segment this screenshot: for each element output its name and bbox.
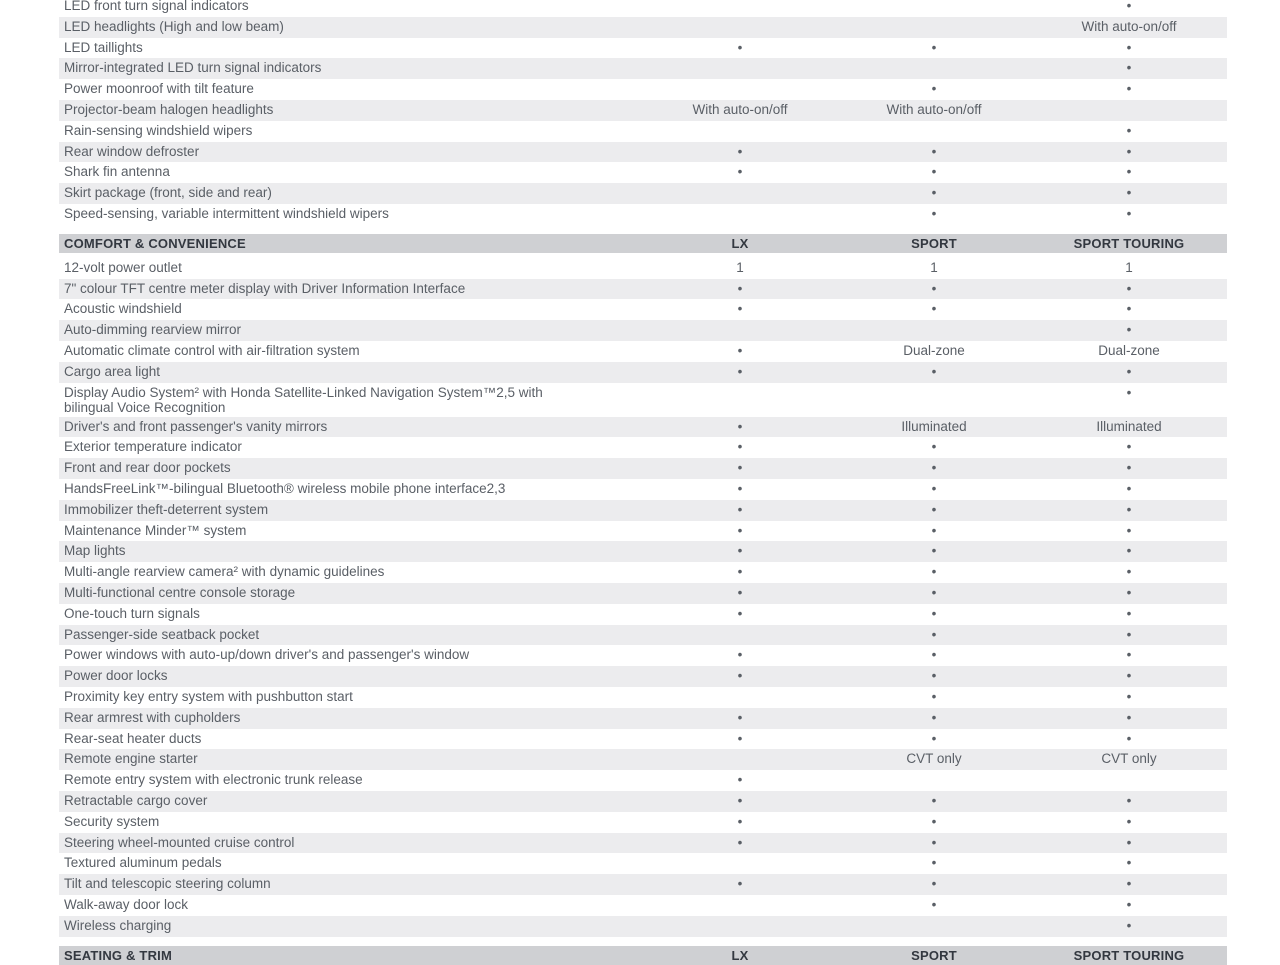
- table-row: [59, 895, 1227, 916]
- table-row: [59, 916, 1227, 937]
- cell-sport: •: [931, 564, 937, 580]
- cell-sport-touring: •: [1126, 585, 1132, 600]
- feature-name: Rear armrest with cupholders: [64, 709, 241, 725]
- table-row: [59, 17, 1227, 38]
- section-title: SEATING & TRIM: [64, 947, 172, 963]
- cell-sport: •: [931, 481, 937, 496]
- cell-sport: [854, 0, 1014, 17]
- cell-lx: [660, 183, 820, 204]
- cell-sport-touring: •: [1126, 626, 1132, 642]
- cell-lx: [660, 79, 820, 100]
- cell-lx: With auto-on/off: [692, 102, 788, 117]
- cell-sport-touring: •: [1126, 917, 1132, 933]
- cell-sport: •: [931, 813, 937, 829]
- feature-name: Proximity key entry system with pushbutton start: [64, 689, 353, 704]
- cell-sport-touring: •: [1126, 301, 1132, 317]
- cell-sport-touring: •: [1126, 793, 1132, 808]
- cell-lx: [660, 383, 820, 419]
- cell-sport-touring: •: [1126, 834, 1132, 850]
- cell-sport-touring: •: [1126, 564, 1132, 580]
- cell-lx: •: [737, 164, 743, 180]
- cell-lx: LX: [731, 947, 749, 963]
- cell-sport-touring: •: [1126, 143, 1132, 159]
- cell-sport: •: [931, 626, 937, 642]
- cell-sport: •: [931, 689, 937, 704]
- table-row: [59, 38, 1227, 59]
- cell-lx: •: [737, 834, 743, 850]
- table-row: [59, 562, 1227, 583]
- cell-sport-touring: •: [1126, 322, 1132, 338]
- cell-lx: •: [737, 481, 743, 496]
- table-row: [59, 458, 1227, 479]
- table-row: [59, 121, 1227, 142]
- cell-sport-touring: •: [1126, 501, 1132, 517]
- table-row: [59, 383, 1227, 417]
- table-row: [59, 604, 1227, 625]
- cell-sport: •: [931, 605, 937, 621]
- cell-sport: •: [931, 585, 937, 600]
- table-row: [59, 625, 1227, 646]
- table-row: [59, 645, 1227, 666]
- cell-lx: [660, 895, 820, 916]
- cell-sport: •: [931, 522, 937, 538]
- cell-sport-touring: •: [1126, 605, 1132, 621]
- cell-sport: •: [931, 439, 937, 455]
- cell-sport-touring: •: [1126, 876, 1132, 892]
- table-row: [59, 541, 1227, 562]
- cell-sport-touring: •: [1126, 122, 1132, 138]
- cell-sport: [854, 17, 1014, 38]
- table-row: [59, 687, 1227, 708]
- cell-lx: [660, 625, 820, 646]
- feature-name: Projector-beam halogen headlights: [64, 102, 274, 117]
- cell-sport: •: [931, 164, 937, 180]
- feature-name: Map lights: [64, 543, 126, 559]
- feature-name: Remote entry system with electronic trunk release: [64, 772, 363, 788]
- feature-name: Retractable cargo cover: [64, 793, 208, 808]
- cell-sport: 1: [930, 259, 938, 275]
- cell-sport: CVT only: [906, 751, 962, 767]
- feature-name: Wireless charging: [64, 917, 172, 933]
- cell-sport: Dual-zone: [903, 343, 965, 358]
- cell-sport: •: [931, 280, 937, 296]
- feature-name: Passenger-side seatback pocket: [64, 626, 260, 642]
- cell-sport: [854, 121, 1014, 142]
- cell-lx: •: [737, 605, 743, 621]
- cell-lx: [660, 916, 820, 937]
- feature-name: Walk-away door lock: [64, 897, 189, 912]
- cell-lx: [660, 204, 820, 225]
- cell-sport-touring: •: [1126, 206, 1132, 221]
- table-row: [59, 320, 1227, 341]
- cell-sport-touring: •: [1126, 668, 1132, 684]
- cell-lx: •: [737, 543, 743, 559]
- cell-sport: •: [931, 876, 937, 892]
- section-header: [59, 234, 1227, 253]
- table-row: [59, 749, 1227, 770]
- cell-sport: •: [931, 301, 937, 317]
- cell-lx: •: [737, 39, 743, 55]
- cell-lx: •: [737, 709, 743, 725]
- cell-sport-touring: CVT only: [1101, 751, 1157, 767]
- cell-sport-touring: •: [1126, 439, 1132, 455]
- table-row: [59, 341, 1227, 362]
- cell-lx: •: [737, 343, 743, 358]
- cell-lx: •: [737, 647, 743, 663]
- cell-lx: •: [737, 143, 743, 159]
- cell-lx: [660, 687, 820, 708]
- cell-sport-touring: [1049, 770, 1209, 791]
- table-row: [59, 142, 1227, 163]
- cell-sport-touring: •: [1126, 689, 1132, 704]
- cell-lx: •: [737, 522, 743, 538]
- cell-sport-touring: Illuminated: [1096, 418, 1162, 434]
- feature-name: Mirror-integrated LED turn signal indicators: [64, 60, 322, 76]
- table-row: [59, 79, 1227, 100]
- table-row: [59, 258, 1227, 279]
- cell-sport-touring: •: [1126, 39, 1132, 55]
- cell-sport: [854, 320, 1014, 341]
- cell-sport-touring: •: [1126, 481, 1132, 496]
- feature-name: Shark fin antenna: [64, 164, 170, 180]
- cell-sport-touring: •: [1126, 813, 1132, 829]
- cell-sport: •: [931, 647, 937, 663]
- cell-sport-touring: SPORT TOURING: [1073, 235, 1185, 251]
- feature-name: Tilt and telescopic steering column: [64, 876, 271, 892]
- table-row: [59, 417, 1227, 438]
- table-row: [59, 100, 1227, 121]
- cell-lx: •: [737, 793, 743, 808]
- feature-name: Front and rear door pockets: [64, 460, 231, 476]
- feature-name: 7" colour TFT centre meter display with Driver Information Interface: [64, 280, 466, 296]
- feature-name: Multi-functional centre console storage: [64, 585, 296, 600]
- cell-sport: •: [931, 709, 937, 725]
- cell-sport: •: [931, 834, 937, 850]
- cell-lx: [660, 320, 820, 341]
- cell-sport-touring: Dual-zone: [1098, 343, 1160, 358]
- cell-sport-touring: •: [1126, 647, 1132, 663]
- section-header: [59, 946, 1227, 965]
- table-row: [59, 204, 1227, 225]
- table-row: [59, 500, 1227, 521]
- cell-lx: [660, 17, 820, 38]
- cell-sport: [854, 916, 1014, 937]
- table-row: [59, 299, 1227, 320]
- cell-sport-touring: With auto-on/off: [1081, 18, 1177, 34]
- section-title: COMFORT & CONVENIENCE: [64, 235, 246, 251]
- cell-sport: •: [931, 543, 937, 559]
- cell-sport-touring: •: [1126, 384, 1132, 400]
- cell-lx: •: [737, 460, 743, 476]
- cell-sport-touring: •: [1126, 543, 1132, 559]
- feature-name: Multi-angle rearview camera² with dynamic guidelines: [64, 564, 385, 580]
- feature-name: Exterior temperature indicator: [64, 439, 242, 455]
- feature-name: Steering wheel-mounted cruise control: [64, 834, 295, 850]
- table-row: [59, 708, 1227, 729]
- cell-lx: [660, 0, 820, 17]
- feature-name: Skirt package (front, side and rear): [64, 185, 272, 201]
- cell-lx: •: [737, 772, 743, 788]
- cell-sport: •: [931, 363, 937, 379]
- cell-sport: •: [931, 897, 937, 912]
- cell-lx: LX: [731, 235, 749, 251]
- table-row: [59, 0, 1227, 17]
- table-row: [59, 812, 1227, 833]
- cell-lx: 1: [736, 259, 744, 275]
- feature-name: Cargo area light: [64, 363, 161, 379]
- cell-lx: •: [737, 585, 743, 600]
- table-row: [59, 666, 1227, 687]
- cell-lx: [660, 853, 820, 874]
- feature-name: Remote engine starter: [64, 751, 198, 767]
- cell-lx: [660, 58, 820, 79]
- cell-sport: [854, 58, 1014, 79]
- table-row: [59, 521, 1227, 542]
- cell-sport-touring: •: [1126, 460, 1132, 476]
- feature-name: Rear-seat heater ducts: [64, 730, 202, 746]
- table-row: [59, 162, 1227, 183]
- table-row: [59, 58, 1227, 79]
- cell-sport: •: [931, 793, 937, 808]
- table-row: [59, 853, 1227, 874]
- cell-lx: •: [737, 439, 743, 455]
- cell-sport-touring: [1049, 100, 1209, 121]
- cell-sport: With auto-on/off: [886, 102, 982, 117]
- feature-name: Power door locks: [64, 668, 168, 684]
- cell-sport: [854, 770, 1014, 791]
- cell-sport: •: [931, 81, 937, 97]
- feature-name: LED taillights: [64, 39, 143, 55]
- cell-sport-touring: SPORT TOURING: [1073, 947, 1185, 963]
- feature-name: 12-volt power outlet: [64, 259, 182, 275]
- feature-name: LED headlights (High and low beam): [64, 18, 284, 34]
- table-row: [59, 791, 1227, 812]
- cell-sport-touring: •: [1126, 709, 1132, 725]
- cell-lx: •: [737, 280, 743, 296]
- feature-name: Power moonroof with tilt feature: [64, 81, 254, 97]
- feature-name: Automatic climate control with air-filtration system: [64, 343, 360, 358]
- table-row: [59, 833, 1227, 854]
- cell-sport-touring: •: [1126, 280, 1132, 296]
- cell-sport: Illuminated: [901, 418, 967, 434]
- table-row: [59, 479, 1227, 500]
- cell-lx: [660, 749, 820, 770]
- cell-lx: •: [737, 363, 743, 379]
- cell-sport-touring: •: [1126, 897, 1132, 912]
- cell-sport-touring: •: [1126, 522, 1132, 538]
- cell-sport: •: [931, 39, 937, 55]
- cell-sport-touring: •: [1126, 60, 1132, 76]
- cell-sport: SPORT: [911, 235, 957, 251]
- feature-name: Immobilizer theft-deterrent system: [64, 501, 269, 517]
- feature-name: Maintenance Minder™ system: [64, 522, 247, 538]
- cell-lx: •: [737, 813, 743, 829]
- cell-sport-touring: 1: [1125, 259, 1133, 275]
- feature-name: Rear window defroster: [64, 143, 200, 159]
- table-row: [59, 437, 1227, 458]
- feature-name: Acoustic windshield: [64, 301, 182, 317]
- cell-lx: •: [737, 418, 743, 434]
- feature-name: Power windows with auto-up/down driver's and passenger's window: [64, 647, 470, 663]
- cell-sport: •: [931, 855, 937, 871]
- feature-name: Driver's and front passenger's vanity mirrors: [64, 418, 328, 434]
- feature-name: Speed-sensing, variable intermittent windshield wipers: [64, 206, 389, 221]
- table-row: [59, 770, 1227, 791]
- feature-name: Display Audio System² with Honda Satellite-Linked Navigation System™2,5 with bilingual Voice Recognition: [64, 384, 543, 415]
- table-row: [59, 583, 1227, 604]
- cell-sport: •: [931, 668, 937, 684]
- feature-name: HandsFreeLink™-bilingual Bluetooth® wireless mobile phone interface2,3: [64, 481, 506, 496]
- table-row: [59, 874, 1227, 895]
- cell-sport: •: [931, 730, 937, 746]
- cell-sport: •: [931, 143, 937, 159]
- table-row: [59, 183, 1227, 204]
- feature-name: Textured aluminum pedals: [64, 855, 222, 871]
- table-row: [59, 729, 1227, 750]
- cell-sport-touring: •: [1126, 164, 1132, 180]
- cell-lx: •: [737, 301, 743, 317]
- cell-sport: SPORT: [911, 947, 957, 963]
- cell-sport-touring: •: [1126, 730, 1132, 746]
- cell-sport-touring: •: [1126, 185, 1132, 201]
- cell-sport-touring: •: [1126, 363, 1132, 379]
- cell-sport: •: [931, 206, 937, 221]
- cell-lx: •: [737, 564, 743, 580]
- cell-lx: •: [737, 876, 743, 892]
- feature-name: Rain-sensing windshield wipers: [64, 122, 253, 138]
- cell-lx: •: [737, 501, 743, 517]
- cell-sport: •: [931, 501, 937, 517]
- cell-sport: [854, 383, 1014, 419]
- feature-name: Auto-dimming rearview mirror: [64, 322, 242, 338]
- table-row: [59, 362, 1227, 383]
- cell-sport: •: [931, 185, 937, 201]
- feature-name: LED front turn signal indicators: [64, 0, 249, 13]
- cell-sport: •: [931, 460, 937, 476]
- cell-sport-touring: •: [1126, 81, 1132, 97]
- cell-lx: [660, 121, 820, 142]
- cell-lx: •: [737, 668, 743, 684]
- feature-name: One-touch turn signals: [64, 605, 200, 621]
- cell-lx: •: [737, 730, 743, 746]
- cell-sport-touring: •: [1126, 855, 1132, 871]
- feature-name: Security system: [64, 813, 160, 829]
- table-row: [59, 279, 1227, 300]
- cell-sport-touring: •: [1126, 0, 1132, 13]
